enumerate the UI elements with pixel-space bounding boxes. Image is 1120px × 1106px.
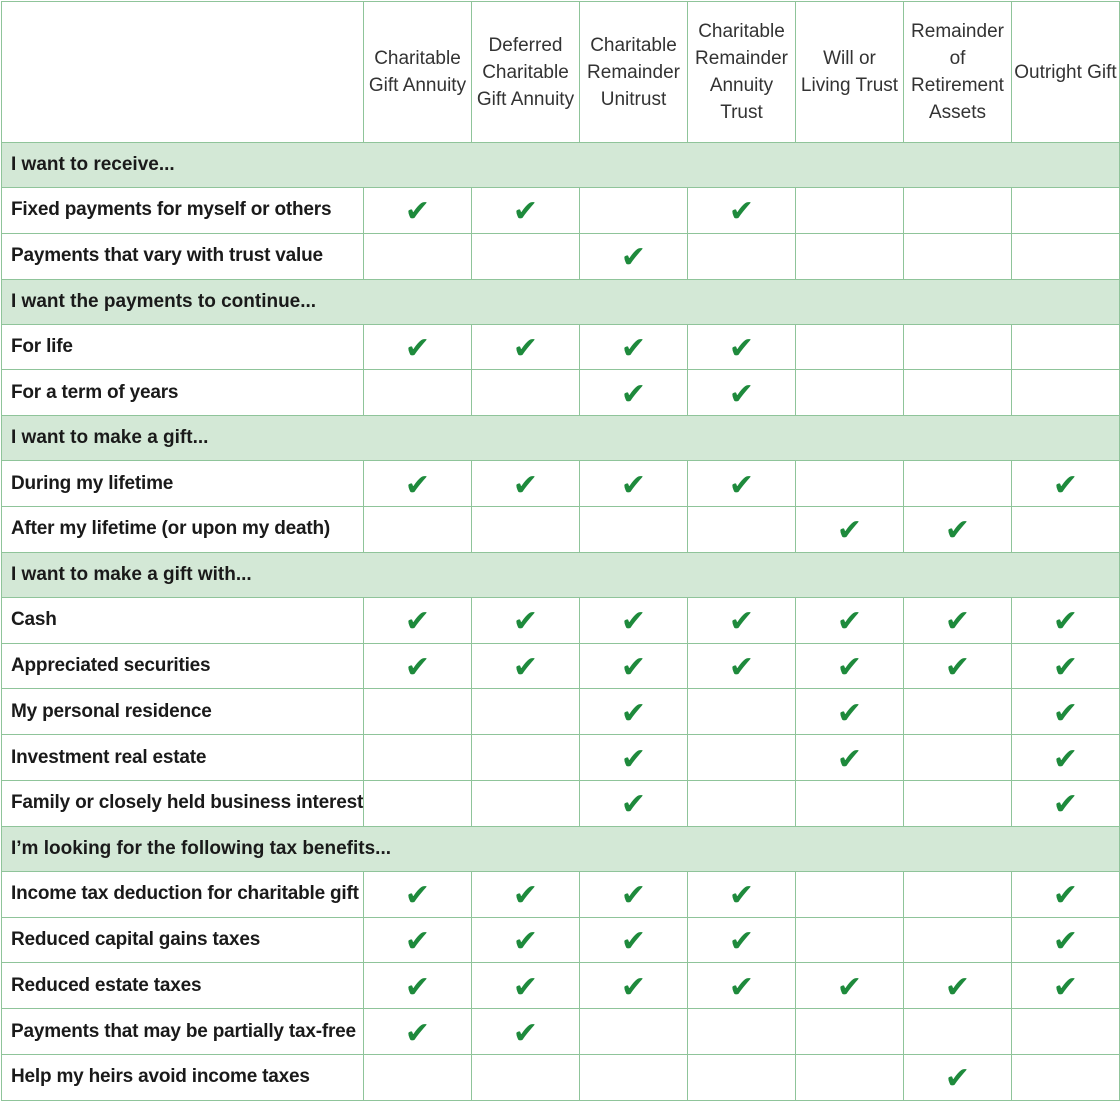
option-cell [1012, 461, 1120, 507]
section-header-row [2, 416, 1120, 461]
table-row [2, 689, 1120, 735]
option-cell [1012, 643, 1120, 689]
table-row [2, 780, 1120, 826]
option-cell [904, 188, 1012, 234]
checkmark-icon: ✔ [1052, 649, 1079, 685]
header-row [2, 2, 1120, 143]
option-cell [796, 506, 904, 552]
option-cell [796, 1009, 904, 1055]
checkmark-icon: ✔ [512, 649, 539, 685]
checkmark-icon: ✔ [1052, 787, 1079, 823]
option-cell [796, 871, 904, 917]
option-cell [1012, 597, 1120, 643]
option-cell [580, 780, 688, 826]
column-header: Charitable Remainder Unitrust [580, 2, 688, 143]
option-cell [796, 963, 904, 1009]
checkmark-icon: ✔ [512, 467, 539, 503]
option-cell [364, 1054, 472, 1100]
option-cell [688, 233, 796, 279]
option-cell [472, 370, 580, 416]
table-row [2, 506, 1120, 552]
row-label: My personal residence [2, 689, 364, 735]
table-row [2, 597, 1120, 643]
checkmark-icon: ✔ [404, 649, 431, 685]
row-label: For life [2, 324, 364, 370]
option-cell [688, 963, 796, 1009]
option-cell [904, 689, 1012, 735]
option-cell [472, 506, 580, 552]
option-cell [364, 506, 472, 552]
option-cell [472, 1054, 580, 1100]
option-cell [364, 689, 472, 735]
checkmark-icon: ✔ [512, 878, 539, 914]
option-cell [796, 780, 904, 826]
checkmark-icon: ✔ [512, 1015, 539, 1051]
checkmark-icon: ✔ [944, 513, 971, 549]
option-cell [1012, 780, 1120, 826]
option-cell [580, 735, 688, 781]
section-title: I want the payments to continue... [2, 279, 1120, 324]
option-cell [472, 597, 580, 643]
row-label: Payments that vary with trust value [2, 233, 364, 279]
checkmark-icon: ✔ [512, 604, 539, 640]
checkmark-icon: ✔ [620, 695, 647, 731]
column-header: Charitable Remainder Annuity Trust [688, 2, 796, 143]
option-cell [580, 1009, 688, 1055]
checkmark-icon: ✔ [620, 467, 647, 503]
row-label: Reduced capital gains taxes [2, 917, 364, 963]
option-cell [904, 917, 1012, 963]
row-label: Appreciated securities [2, 643, 364, 689]
option-cell [796, 370, 904, 416]
option-cell [580, 233, 688, 279]
row-label: Reduced estate taxes [2, 963, 364, 1009]
option-cell [364, 233, 472, 279]
option-cell [1012, 370, 1120, 416]
option-cell [580, 461, 688, 507]
option-cell [688, 917, 796, 963]
option-cell [688, 1054, 796, 1100]
row-label: Income tax deduction for charitable gift [2, 871, 364, 917]
option-cell [796, 643, 904, 689]
option-cell [688, 188, 796, 234]
checkmark-icon: ✔ [620, 330, 647, 366]
option-cell [580, 370, 688, 416]
option-cell [580, 188, 688, 234]
option-cell [1012, 188, 1120, 234]
option-cell [580, 643, 688, 689]
checkmark-icon: ✔ [1052, 604, 1079, 640]
option-cell [688, 1009, 796, 1055]
checkmark-icon: ✔ [836, 513, 863, 549]
table-row [2, 188, 1120, 234]
gift-options-table [1, 1, 1120, 1101]
row-label: For a term of years [2, 370, 364, 416]
section-header-row [2, 279, 1120, 324]
checkmark-icon: ✔ [728, 969, 755, 1005]
checkmark-icon: ✔ [728, 194, 755, 230]
column-header: Deferred Charitable Gift Annuity [472, 2, 580, 143]
table-row [2, 461, 1120, 507]
option-cell [364, 370, 472, 416]
option-cell [904, 324, 1012, 370]
option-cell [472, 643, 580, 689]
option-cell [904, 1054, 1012, 1100]
option-cell [796, 735, 904, 781]
option-cell [580, 1054, 688, 1100]
option-cell [580, 324, 688, 370]
option-cell [472, 689, 580, 735]
checkmark-icon: ✔ [620, 376, 647, 412]
checkmark-icon: ✔ [512, 194, 539, 230]
option-cell [796, 1054, 904, 1100]
checkmark-icon: ✔ [1052, 923, 1079, 959]
section-title: I want to receive... [2, 143, 1120, 188]
option-cell [472, 1009, 580, 1055]
column-header: Outright Gift [1012, 2, 1120, 143]
column-header: Will or Living Trust [796, 2, 904, 143]
option-cell [472, 780, 580, 826]
option-cell [1012, 963, 1120, 1009]
option-cell [796, 597, 904, 643]
table-row [2, 233, 1120, 279]
table-row [2, 963, 1120, 1009]
option-cell [688, 597, 796, 643]
option-cell [364, 963, 472, 1009]
option-cell [796, 233, 904, 279]
option-cell [904, 461, 1012, 507]
row-label: Investment real estate [2, 735, 364, 781]
checkmark-icon: ✔ [620, 741, 647, 777]
row-label: Payments that may be partially tax-free [2, 1009, 364, 1055]
option-cell [796, 689, 904, 735]
checkmark-icon: ✔ [1052, 467, 1079, 503]
checkmark-icon: ✔ [944, 1061, 971, 1097]
option-cell [904, 735, 1012, 781]
table-row [2, 1054, 1120, 1100]
row-label: Fixed payments for myself or others [2, 188, 364, 234]
row-label: Cash [2, 597, 364, 643]
checkmark-icon: ✔ [404, 604, 431, 640]
option-cell [472, 233, 580, 279]
table-row [2, 370, 1120, 416]
option-cell [904, 506, 1012, 552]
option-cell [580, 917, 688, 963]
option-cell [472, 735, 580, 781]
section-title: I want to make a gift... [2, 416, 1120, 461]
checkmark-icon: ✔ [944, 969, 971, 1005]
option-cell [796, 461, 904, 507]
option-cell [364, 188, 472, 234]
column-header: Remainder of Retirement Assets [904, 2, 1012, 143]
section-header-row [2, 826, 1120, 871]
option-cell [796, 324, 904, 370]
option-cell [364, 780, 472, 826]
checkmark-icon: ✔ [404, 923, 431, 959]
checkmark-icon: ✔ [620, 923, 647, 959]
option-cell [580, 689, 688, 735]
option-cell [472, 963, 580, 1009]
option-cell [364, 597, 472, 643]
checkmark-icon: ✔ [620, 240, 647, 276]
checkmark-icon: ✔ [404, 969, 431, 1005]
checkmark-icon: ✔ [944, 604, 971, 640]
checkmark-icon: ✔ [404, 194, 431, 230]
option-cell [1012, 689, 1120, 735]
option-cell [1012, 324, 1120, 370]
row-label: Help my heirs avoid income taxes [2, 1054, 364, 1100]
checkmark-icon: ✔ [404, 467, 431, 503]
option-cell [364, 735, 472, 781]
option-cell [364, 871, 472, 917]
option-cell [904, 963, 1012, 1009]
option-cell [904, 597, 1012, 643]
option-cell [1012, 735, 1120, 781]
checkmark-icon: ✔ [728, 330, 755, 366]
checkmark-icon: ✔ [620, 878, 647, 914]
checkmark-icon: ✔ [1052, 741, 1079, 777]
table-row [2, 871, 1120, 917]
checkmark-icon: ✔ [620, 604, 647, 640]
option-cell [364, 461, 472, 507]
checkmark-icon: ✔ [836, 695, 863, 731]
section-title: I want to make a gift with... [2, 552, 1120, 597]
section-header-row [2, 552, 1120, 597]
option-cell [1012, 506, 1120, 552]
option-cell [688, 871, 796, 917]
option-cell [472, 324, 580, 370]
option-cell [364, 643, 472, 689]
option-cell [688, 689, 796, 735]
option-cell [580, 597, 688, 643]
checkmark-icon: ✔ [1052, 878, 1079, 914]
option-cell [1012, 1009, 1120, 1055]
option-cell [1012, 917, 1120, 963]
option-cell [472, 188, 580, 234]
option-cell [580, 871, 688, 917]
option-cell [688, 461, 796, 507]
section-header-row [2, 143, 1120, 188]
option-cell [688, 370, 796, 416]
checkmark-icon: ✔ [620, 787, 647, 823]
row-label: Family or closely held business interest [2, 780, 364, 826]
checkmark-icon: ✔ [404, 1015, 431, 1051]
option-cell [364, 324, 472, 370]
option-cell [688, 324, 796, 370]
section-title: I’m looking for the following tax benefits... [2, 826, 1120, 871]
option-cell [580, 963, 688, 1009]
checkmark-icon: ✔ [836, 969, 863, 1005]
option-cell [364, 1009, 472, 1055]
option-cell [904, 1009, 1012, 1055]
table-row [2, 324, 1120, 370]
option-cell [472, 461, 580, 507]
option-cell [796, 917, 904, 963]
checkmark-icon: ✔ [620, 969, 647, 1005]
option-cell [796, 188, 904, 234]
table-row [2, 917, 1120, 963]
checkmark-icon: ✔ [728, 467, 755, 503]
header-corner [2, 2, 364, 143]
option-cell [904, 643, 1012, 689]
table-row [2, 735, 1120, 781]
checkmark-icon: ✔ [836, 604, 863, 640]
option-cell [472, 871, 580, 917]
checkmark-icon: ✔ [404, 878, 431, 914]
table-row [2, 643, 1120, 689]
option-cell [580, 506, 688, 552]
checkmark-icon: ✔ [728, 878, 755, 914]
option-cell [472, 917, 580, 963]
table-body [2, 143, 1120, 1101]
checkmark-icon: ✔ [836, 741, 863, 777]
checkmark-icon: ✔ [836, 649, 863, 685]
option-cell [688, 735, 796, 781]
checkmark-icon: ✔ [512, 330, 539, 366]
checkmark-icon: ✔ [728, 649, 755, 685]
checkmark-icon: ✔ [1052, 969, 1079, 1005]
row-label: After my lifetime (or upon my death) [2, 506, 364, 552]
option-cell [904, 233, 1012, 279]
option-cell [1012, 1054, 1120, 1100]
option-cell [688, 506, 796, 552]
option-cell [904, 871, 1012, 917]
checkmark-icon: ✔ [512, 969, 539, 1005]
checkmark-icon: ✔ [620, 649, 647, 685]
checkmark-icon: ✔ [512, 923, 539, 959]
checkmark-icon: ✔ [728, 604, 755, 640]
option-cell [1012, 233, 1120, 279]
checkmark-icon: ✔ [728, 923, 755, 959]
checkmark-icon: ✔ [1052, 695, 1079, 731]
checkmark-icon: ✔ [404, 330, 431, 366]
column-header: Charitable Gift Annuity [364, 2, 472, 143]
option-cell [688, 643, 796, 689]
table-row [2, 1009, 1120, 1055]
option-cell [904, 370, 1012, 416]
checkmark-icon: ✔ [944, 649, 971, 685]
option-cell [364, 917, 472, 963]
option-cell [688, 780, 796, 826]
option-cell [904, 780, 1012, 826]
option-cell [1012, 871, 1120, 917]
row-label: During my lifetime [2, 461, 364, 507]
checkmark-icon: ✔ [728, 376, 755, 412]
